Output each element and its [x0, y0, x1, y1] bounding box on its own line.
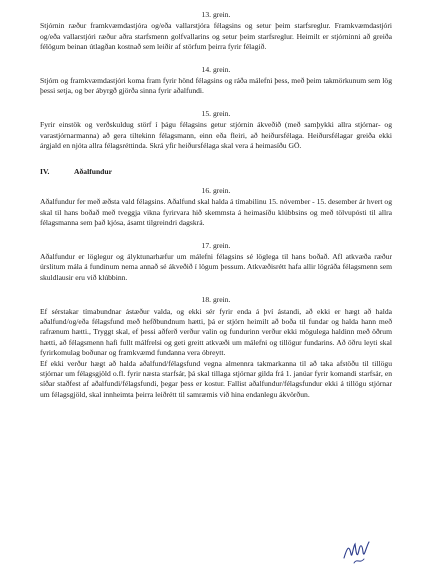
signature-initials [340, 538, 374, 566]
article-13-text: Stjórnin ræður framkvæmdastjóra og/eða vallarstjóra félagsins og setur þeim starfsreglur. Framkvæmdastjóri og/eða vallarstjóri ræður aðra starfsmenn golfvallarins og setur þeim starfsreglur. Heimilt er stjórninni að greiða félögum beinan útlagðan kostnað sem leiðir af störfum þeirra fyrir félagið. [40, 21, 392, 52]
article-14-text: Stjórn og framkvæmdastjóri koma fram fyrir hönd félagsins og ráða málefni þess, með þeim takmörkunum sem lög þessi setja, og ber ábyrgð gjörða sinna fyrir aðalfundi. [40, 76, 392, 96]
article-13-title: 13. grein. [201, 10, 231, 19]
article-18-title: 18. grein. [201, 295, 231, 305]
article-18-text-2: Ef ekki verður hægt að halda aðalfund/félagsfund vegna almennra takmarkanna til að taka afstöðu til tillögu stjórnar um félagsgjöld o.fl. fyrir næsta starfsár, þá skal tillaga stjórnar gilda frá 1. janúar fyrir komandi starfsár, en síðar staðfest af aðalfundi/félagsfundi, þegar þess er kostur. Fallist aðalfundur/félagsfundur ekki á tillögu stjórnar um félagsgjöld, skal innheimta þeirra leiðrétt til samræmis við hina endanlegu ákvörðun. [40, 358, 392, 399]
article-17-text: Aðalfundur er löglegur og ályktunarhæfur um málefni félagsins sé löglega til hans boðað. Afl atkvæða ræður úrslitum mála á fundinum nema annað sé ákveðið í lögum þessum. Atkvæðisrétt hafa allir lögráða félagsmenn sem skuldlausir eru við klúbbinn. [40, 251, 392, 282]
article-16-title: 16. grein. [201, 185, 231, 195]
section-title: Aðalfundur [74, 167, 112, 177]
section-heading [40, 167, 392, 177]
article-14-title: 14. grein. [201, 64, 231, 74]
article-15-text: Fyrir einstök og verðskuldug störf í þágu félagsins getur stjórnin ákveðið (með samþykki allra stjórnar- og varastjórnarmanna) að gera tiltekinn félagsmann, einn eða fleiri, að heiðursfélaga. Heiðursfélagar greiða ekki árgjald en njóta allra félagsréttinda. Skrá yfir heiðursfélaga skal vera á heimasíðu GÖ. [40, 120, 392, 151]
article-16-text: Aðalfundur fer með æðsta vald félagsins. Aðalfund skal halda á tímabilinu 15. nóvember - 15. desember ár hvert og skal til hans boðað með tveggja vikna fyrirvara hið skemmsta á heimasíðu klúbbsins og með tölvupósti til allra félagsmanna sem það kjósa, ásamt tilgreindri dagskrá. [40, 197, 392, 228]
article-17-title: 17. grein. [201, 240, 231, 250]
section-number: IV. [40, 167, 50, 177]
article-18-text-1: Ef sérstakar tímabundnar ástæður valda, og ekki sér fyrir enda á því ástandi, að ekki er hægt að halda aðalfund/og/eða félagsfund með hefðbundnum hætti, þá er stjórn heimilt að boða til fundar og halda hann með rafrænum hætti., Tryggt skal, ef þessi aðferð verður valin og fundurinn verður ekki mögulega haldinn með öðrum hætti, að félagsmenn hafi fullt málfrelsi og geti greitt atkvæði um málefni og tillögur fundarins. Að öðru leyti skal fyrirkomulag boðunar og framkvæmd fundanna vera óbreytt. [40, 306, 392, 358]
article-15-title: 15. grein. [201, 108, 231, 118]
